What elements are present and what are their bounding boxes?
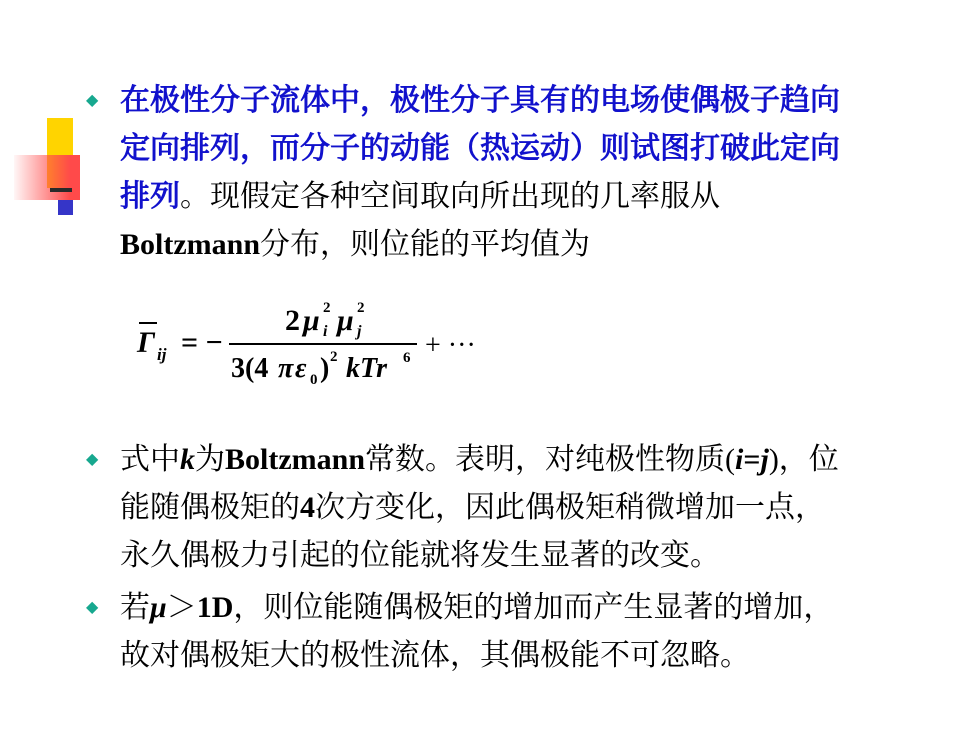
number-4: 4 (300, 491, 315, 524)
decor-red-gradient-bar (14, 155, 80, 200)
text-line: 永久偶极力引起的位能就将发生显著的改变。 (120, 539, 720, 572)
text-line: 在极性分子流体中，极性分子具有的电场使偶极子趋向 (120, 84, 840, 117)
text-line: 故对偶极矩大的极性流体，其偶极能不可忽略。 (120, 639, 750, 672)
highlight-text: 排列 (120, 180, 180, 213)
text-fragment: 若 (120, 591, 150, 624)
formula-sub-i: i (323, 323, 328, 340)
text-fragment: 次方变化，因此偶极矩稍微增加一点， (315, 491, 825, 524)
paragraph-explanation (120, 436, 920, 580)
symbol-i: i (735, 443, 744, 476)
formula-equals-minus: = − (181, 326, 223, 359)
symbol-j: j (760, 443, 769, 476)
bullet-diamond-icon: ◆ (86, 92, 99, 109)
text-line (120, 173, 920, 221)
symbol-k: k (180, 443, 195, 476)
formula-average-potential (135, 290, 495, 390)
formula-den-close: ) (320, 353, 330, 384)
paragraph-conclusion (120, 584, 920, 680)
text-fragment: 常数。表明，对纯极性物质( (365, 443, 736, 476)
text-fragment: )，位 (768, 443, 839, 476)
text-fragment: 能随偶极矩的 (120, 491, 300, 524)
formula-kTr: kTr (346, 353, 387, 384)
text-line (120, 436, 920, 484)
text-fragment: ，则位能随偶极矩的增加而产生显著的增加， (233, 591, 834, 624)
term-boltzmann: Boltzmann (225, 443, 366, 476)
formula-pi: π (278, 353, 294, 384)
symbol-mu: μ (150, 591, 167, 624)
formula-den-sup6: 6 (403, 350, 411, 366)
value-1D: 1D (196, 591, 234, 624)
formula-tail: + ··· (425, 330, 476, 361)
formula-sup: 2 (323, 300, 331, 316)
bullet-diamond-icon: ◆ (86, 599, 99, 616)
formula-lhs: Γ (137, 326, 156, 359)
formula-eps-sub: 0 (310, 372, 318, 388)
text-fragment: 式中 (120, 443, 180, 476)
paragraph-intro (120, 77, 920, 269)
text-line: 定向排列，而分子的动能（热运动）则试图打破此定向 (120, 132, 840, 165)
text-line (120, 484, 920, 532)
formula-den-sup: 2 (330, 349, 338, 365)
formula-lhs-subscript: ij (157, 345, 167, 364)
text-fragment: 。现假定各种空间取向所出现的几率服从 (180, 180, 720, 213)
formula-mu-i: μ (303, 304, 320, 337)
decor-blue-square (58, 200, 73, 215)
text-line (120, 584, 920, 632)
formula-epsilon: ε (295, 353, 307, 384)
bullet-diamond-icon: ◆ (86, 451, 99, 468)
text-fragment: 为 (195, 443, 225, 476)
formula-mu-j: μ (337, 304, 354, 337)
text-line (120, 221, 920, 269)
formula-sup: 2 (357, 300, 365, 316)
formula-sub-j: j (357, 323, 362, 340)
decor-dash (50, 188, 72, 192)
symbol-equals: = (743, 443, 761, 476)
formula-den-lead: 3(4 (231, 353, 269, 384)
symbol-greater-than: ＞ (166, 591, 197, 624)
formula-num-coef: 2 (285, 304, 300, 337)
text-fragment: 分布，则位能的平均值为 (260, 228, 591, 261)
term-boltzmann: Boltzmann (120, 228, 261, 261)
